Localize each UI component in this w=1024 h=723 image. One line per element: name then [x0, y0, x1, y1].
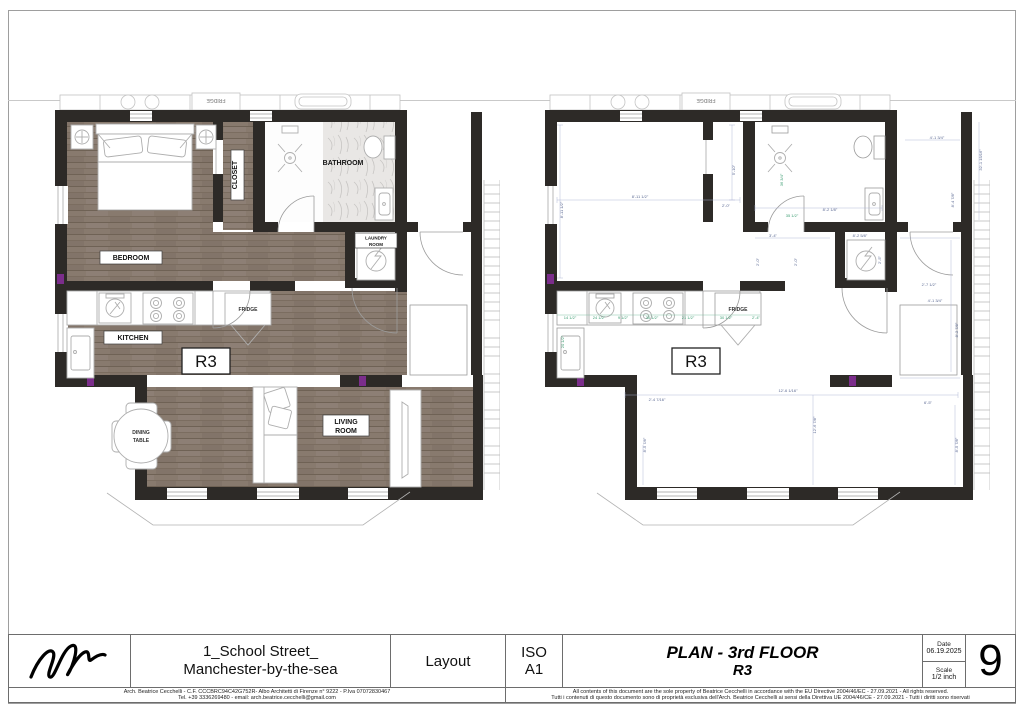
- stairs: [974, 180, 990, 490]
- sheet-title-line-1: PLAN - 3rd FLOOR: [666, 643, 819, 662]
- dimension-text: 4'-1 3/4": [927, 298, 943, 303]
- dimension-text: 30 1/2": [645, 315, 659, 320]
- dimension-text: 2'-7 1/2": [921, 282, 937, 287]
- copyright-line-1: All contents of this document are the sole property of Beatrice Cecchelli in accordance with the EU Directive 2004/46/EC - 27.09.2021 - All rights reserved.: [572, 688, 949, 695]
- stairs: [484, 180, 500, 490]
- dimension-text: 2'-0": [722, 203, 730, 208]
- living-label-2: ROOM: [335, 428, 357, 435]
- date-value: 06.19.2025: [926, 647, 962, 655]
- dimension-text: 9 1/2": [617, 315, 629, 320]
- entry-closet: [900, 305, 957, 375]
- toilet: [854, 136, 885, 159]
- date-cell: [923, 635, 965, 662]
- sheet-title: [563, 635, 923, 687]
- dimension-text: 8'-5 7/8": [954, 437, 959, 453]
- dimension-text: 14 1/2": [563, 315, 577, 320]
- fridge-label: FRIDGE: [238, 307, 258, 313]
- bathroom-label: BATHROOM: [322, 160, 364, 167]
- architect-info-line-2: Tel. +39 3336269480 - email: arch.beatrice.cecchelli@gmail.com: [178, 695, 336, 701]
- closet-label: CLOSET: [232, 160, 239, 190]
- dimension-text: 20 1/2": [560, 335, 565, 349]
- dimension-text: 30 1/2": [719, 315, 733, 320]
- architect-info: [9, 688, 506, 702]
- dimension-text: 2'-0": [755, 258, 760, 266]
- bedroom-label: BEDROOM: [112, 255, 150, 262]
- dimension-text: 8'-4 7/8": [950, 192, 955, 208]
- adjacent-unit-fixtures: [550, 93, 890, 110]
- living-label-1: LIVING: [334, 419, 358, 426]
- unit-label: R3: [195, 352, 217, 371]
- address-line-1: 1_School Street_: [202, 643, 319, 660]
- dimension-text: 8'-11 1/2": [559, 201, 564, 219]
- sheet-title-line-2: R3: [732, 662, 753, 679]
- bathroom-sink: [865, 188, 883, 220]
- dimension-text: 5'-10": [731, 164, 736, 176]
- stove: [143, 293, 193, 324]
- left-plan-svg: [40, 90, 500, 570]
- dimension-text: 24 1/2": [592, 315, 606, 320]
- drawing-type: [391, 635, 506, 687]
- scale-value: 1/2 inch: [931, 674, 957, 682]
- dimension-text: 8'-2 5/8": [852, 233, 868, 238]
- title-block: [8, 634, 1016, 703]
- dimension-text: 3'-4": [769, 233, 777, 238]
- kitchen-label: KITCHEN: [117, 335, 149, 342]
- iso-line-2: A1: [524, 661, 544, 678]
- dimension-text: 12'-6 1/16": [778, 388, 798, 393]
- sheet-number: 9: [966, 635, 1015, 687]
- entry-closet: [410, 305, 467, 375]
- laundry-label-1: LAUNDRY: [365, 235, 387, 241]
- address-line-2: Manchester-by-the-sea: [183, 661, 338, 678]
- dimension-text: 12'-6 7/8": [812, 416, 817, 434]
- date-scale-block: [923, 635, 966, 687]
- copyright-notice: [506, 688, 1015, 702]
- dimension-text: 2'-4": [752, 315, 760, 320]
- scale-cell: [923, 662, 965, 688]
- ghost-stove-burner: [145, 95, 159, 109]
- signature-logo-icon: [25, 639, 115, 683]
- shower: [768, 126, 792, 172]
- date-label: Date: [937, 640, 951, 648]
- dimension-text: 35 1/2": [785, 213, 799, 218]
- bathroom-sink: [375, 188, 393, 220]
- bed-headboard: [96, 124, 194, 134]
- ghost-stove-burner: [121, 95, 135, 109]
- paper-format: [506, 635, 563, 687]
- copyright-line-2: Tutti i contenuti di questo documento sono di proprietà esclusiva dell'Arch. Beatrice Cecchelli ai sensi della Direttiva UE 2004/46/CE - 27.09.2021 - Tutti i diritti sono riservati: [551, 695, 970, 701]
- dining-label-1: DINING: [132, 430, 150, 436]
- dimension-text: 2'-5": [877, 256, 882, 264]
- laundry-label-2: ROOM: [369, 242, 383, 247]
- dimension-text: 2'-0": [793, 258, 798, 266]
- dining-label-2: TABLE: [132, 438, 150, 444]
- dimension-text: 8'-5 7/8": [642, 437, 647, 453]
- dimension-text: 6'-5": [924, 400, 932, 405]
- tv-console: [390, 390, 421, 487]
- sofa: [253, 387, 297, 483]
- right-plan-svg: [530, 90, 990, 570]
- adjacent-unit-fixtures: [60, 93, 400, 110]
- unit-label: R3: [685, 352, 707, 371]
- dimension-text: 8'-11 1/2": [631, 194, 649, 199]
- scale-label: Scale: [935, 667, 953, 675]
- layout-label: Layout: [425, 652, 471, 670]
- architect-logo: [9, 635, 131, 687]
- fridge-label: FRIDGE: [728, 307, 748, 313]
- iso-line-1: ISO: [521, 644, 547, 661]
- ghost-bathtub: [295, 94, 351, 109]
- dimension-text: 21 1/2": [681, 315, 695, 320]
- dimension-text: 8'-2 7/8": [954, 322, 959, 338]
- project-address: [131, 635, 391, 687]
- architect-info-line-1: Arch. Beatrice Cecchelli - C.F. CCCBRC94C42G752R- Albo Architetti di Firenze n° 9222 - P.Iva 07072830467: [123, 688, 391, 695]
- ghost-fridge-label: FRIDGE: [696, 97, 716, 103]
- dimension-text: 4'-1 3/4": [929, 135, 945, 140]
- dimension-text: 36 3/4": [779, 173, 784, 187]
- dimension-text: 2'-4 7/16": [648, 397, 666, 402]
- dimension-text: 8'-2 1/8": [822, 207, 838, 212]
- dimension-text: 32'-1 15/16": [978, 149, 983, 171]
- ghost-fridge-label: FRIDGE: [206, 97, 226, 103]
